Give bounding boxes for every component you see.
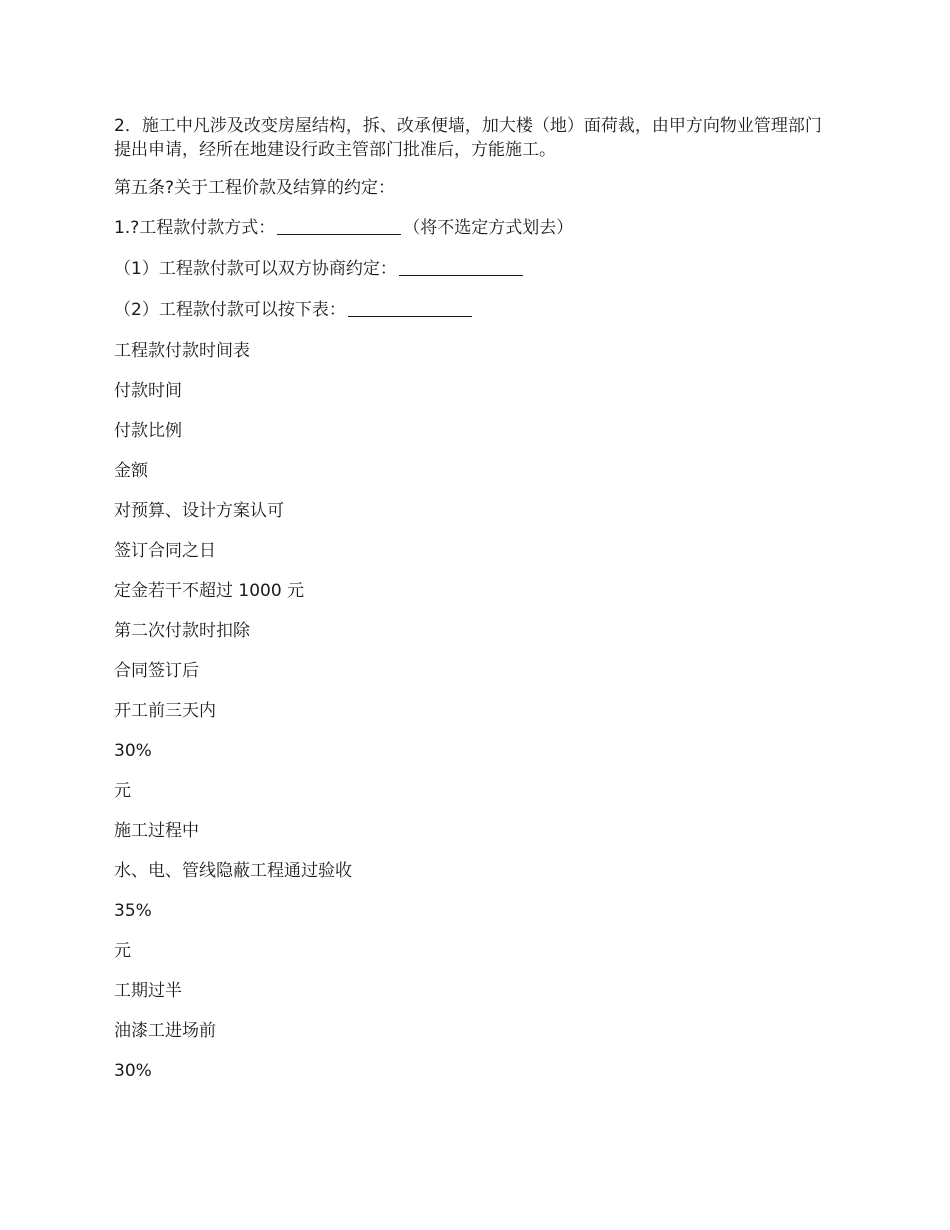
option-2-label: （2）工程款付款可以按下表： [114, 300, 346, 320]
schedule-title: 工程款付款时间表 [114, 341, 250, 361]
article-5-heading: 第五条?关于工程价款及结算的约定： [114, 178, 396, 198]
text-line: 合同签订后 [114, 661, 199, 681]
text-line: 35% [114, 901, 152, 921]
text-line: 油漆工进场前 [114, 1021, 216, 1041]
text-line: 施工过程中 [114, 821, 199, 841]
text-line: 开工前三天内 [114, 701, 216, 721]
option-1-blank [399, 259, 523, 276]
option-2-blank [348, 300, 472, 317]
text-line: 第二次付款时扣除 [114, 621, 250, 641]
text-line: 金额 [114, 461, 148, 481]
text-line: 付款时间 [114, 381, 182, 401]
clause-2-text: 2．施工中凡涉及改变房屋结构，拆、改承便墙，加大楼（地）面荷裁，由甲方向物业管理部门提出申请，经所在地建设行政主管部门批准后，方能施工。 [114, 116, 822, 160]
option-2-line [114, 298, 836, 322]
payment-method-note: （将不选定方式划去） [403, 218, 574, 238]
option-1-line [114, 257, 836, 281]
text-line: 30% [114, 1061, 152, 1081]
text-line: 对预算、设计方案认可 [114, 501, 284, 521]
payment-method-line [114, 216, 836, 240]
text-line: 水、电、管线隐蔽工程通过验收 [114, 861, 352, 881]
text-line: 定金若干不超过 1000 元 [114, 581, 305, 601]
text-line: 元 [114, 941, 131, 961]
text-line: 签订合同之日 [114, 541, 216, 561]
payment-method-label: 1.?工程款付款方式： [114, 218, 276, 238]
payment-method-blank [277, 218, 401, 235]
option-1-label: （1）工程款付款可以双方协商约定： [114, 259, 397, 279]
text-line: 付款比例 [114, 421, 182, 441]
text-line: 工期过半 [114, 981, 182, 1001]
text-line: 元 [114, 781, 131, 801]
text-line: 30% [114, 741, 152, 761]
